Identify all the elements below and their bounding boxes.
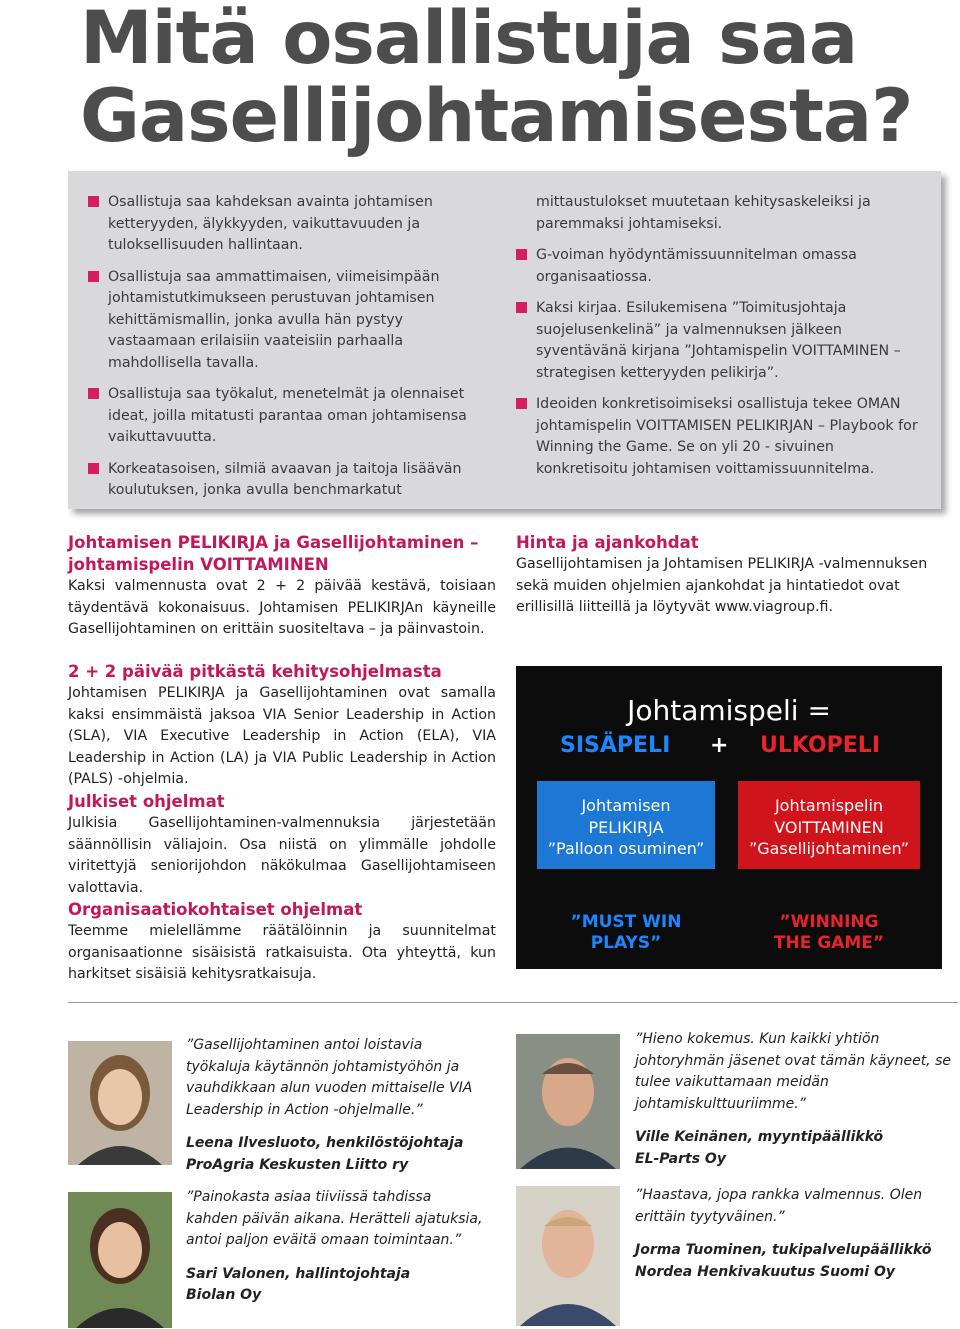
testimonial-4 — [635, 1185, 957, 1283]
playbook-box — [537, 781, 715, 869]
testimonial-quote: ”Haastava, jopa rankka valmennus. Olen erittäin tyytyväinen.” — [635, 1187, 923, 1225]
testimonial-2 — [186, 1187, 486, 1307]
list-item: Kaksi kirjaa. Esilukemisena ”Toimitusjohtaja suojelusenkelinä” ja valmennuksen jälkeen syventävänä kirjana ”Johtamispelin VOITTAMINEN – strategisen ketteryyden pelikirja”. — [516, 298, 926, 384]
section-price-dates — [516, 532, 942, 619]
section-heading: Julkiset ohjelmat — [68, 792, 225, 811]
testimonial-photo-1 — [68, 1041, 172, 1165]
page-title-line-1: Mitä osallistuja saa — [80, 0, 858, 81]
list-item: Ideoiden konkretisoimiseksi osallistuja tekee OMAN johtamispelin VOITTAMISEN PELIKIRJAN – Playbook for Winning the Game. Se on yli 20 - sivuinen konkretisoitu johtamisen voittamissuunnitelma. — [516, 394, 926, 480]
benefits-list-right — [516, 192, 926, 490]
section-heading: Johtamisen PELIKIRJA ja Gasellijohtaminen – johtamispelin VOITTAMINEN — [68, 533, 479, 574]
section-company-programs — [68, 899, 496, 986]
person-photo-icon — [68, 1192, 172, 1328]
testimonial-quote: ”Gasellijohtaminen antoi loistavia työkaluja käytännön johtamistyöhön ja vauhdikkaan alun vuoden mittaiselle VIA Leadership in Action -ohjelmalle.” — [186, 1037, 473, 1118]
square-bullet-icon — [516, 398, 527, 409]
testimonial-organization: EL-Parts Oy — [635, 1150, 726, 1167]
section-combination — [68, 532, 496, 641]
divider — [68, 1002, 958, 1003]
testimonial-photo-3 — [516, 1034, 620, 1169]
list-item: G-voiman hyödyntämissuunnitelman omassa organisaatiossa. — [516, 245, 926, 288]
person-photo-icon — [516, 1034, 620, 1169]
testimonial-organization: ProAgria Keskusten Liitto ry — [186, 1156, 409, 1173]
section-text: Julkisia Gasellijohtaminen-valmennuksia järjestetään säännöllisin väliajoin. Osa niistä on ylimmälle johdolle viritettyjä seniorijohdon näkökulmaa Gasellijohtamiseen valottavia. — [68, 815, 496, 896]
list-item: Korkeatasoisen, silmiä avaavan ja taitoja lisäävän koulutuksen, jonka avulla benchmarkatut — [88, 459, 483, 502]
benefits-list-left — [88, 192, 483, 512]
section-text: Gasellijohtamisen ja Johtamisen PELIKIRJA -valmennuksen sekä muiden ohjelmien ajankohdat ja hintatiedot ovat erillisillä liitteillä ja löytyvät www.viagroup.fi. — [516, 556, 928, 615]
person-photo-icon — [516, 1186, 620, 1326]
list-item: Osallistuja saa työkalut, menetelmät ja olennaiset ideat, joilla mitatusti parantaa oman johtamisensa vaikuttavuutta. — [88, 384, 483, 449]
person-photo-icon — [68, 1041, 172, 1165]
outer-game-label: ULKOPELI — [760, 733, 881, 758]
page-title-line-2: Gasellijohtamisesta? — [80, 74, 913, 159]
testimonial-author: Ville Keinänen, myyntipäällikkö — [635, 1129, 884, 1145]
testimonial-3 — [635, 1029, 957, 1170]
list-continuation: mittaustulokset muutetaan kehitysaskeleiksi ja paremmaksi johtamiseksi. — [536, 194, 871, 232]
section-heading: Hinta ja ajankohdat — [516, 533, 699, 552]
section-program-length — [68, 661, 496, 791]
square-bullet-icon — [516, 249, 527, 260]
game-heading: Johtamispeli = — [627, 694, 831, 727]
section-text: Johtamisen PELIKIRJA ja Gasellijohtaminen ovat samalla kaksi ensimmäistä jaksoa VIA Senior Leadership in Action (SLA), VIA Executive Leadership in Action (ELA), VIA Leadership in Action (LA) ja VIA Public Leadership in Action (PALS) -ohjelmia. — [68, 685, 496, 787]
testimonial-quote: ”Painokasta asiaa tiiviissä tahdissa kahden päivän aikana. Herätteli ajatuksia, antoi paljon eväitä omaan toimintaan.” — [186, 1189, 483, 1248]
section-heading: Organisaatiokohtaiset ohjelmat — [68, 900, 363, 919]
section-text: Kaksi valmennusta ovat 2 + 2 päivää kestävä, toisiaan täydentävä kokonaisuus. Johtamisen PELIKIRJAn käyneille Gasellijohtaminen on erittäin suositeltava – ja päinvastoin. — [68, 578, 496, 637]
square-bullet-icon — [516, 302, 527, 313]
testimonial-photo-4 — [516, 1186, 620, 1326]
winning-the-game-label: ”WINNING THE GAME” — [773, 912, 885, 953]
testimonial-organization: Nordea Henkivakuutus Suomi Oy — [635, 1263, 896, 1280]
inner-game-label: SISÄPELI — [560, 733, 671, 758]
winning-box — [738, 781, 920, 869]
testimonial-1 — [186, 1035, 486, 1176]
square-bullet-icon — [88, 196, 99, 207]
plus-sign: + — [710, 733, 729, 758]
winning-box-text: Johtamispelin VOITTAMINEN ”Gasellijohtaminen” — [748, 796, 910, 858]
playbook-box-text: Johtamisen PELIKIRJA ”Palloon osuminen” — [547, 796, 705, 858]
testimonial-author: Leena Ilvesluoto, henkilöstöjohtaja — [186, 1135, 464, 1151]
square-bullet-icon — [88, 388, 99, 399]
section-text: Teemme mielellämme räätälöinnin ja suunnitelmat organisaationne sisäisistä ratkaisuista. Ota yhteyttä, kun harkitset sisäisiä kehitysratkaisuja. — [68, 923, 496, 982]
section-heading: 2 + 2 päivää pitkästä kehitysohjelmasta — [68, 662, 442, 681]
leadership-game-diagram — [516, 666, 942, 969]
section-public-programs — [68, 791, 496, 899]
testimonial-organization: Biolan Oy — [186, 1287, 262, 1303]
square-bullet-icon — [88, 463, 99, 474]
testimonial-photo-2 — [68, 1192, 172, 1328]
testimonial-author: Jorma Tuominen, tukipalvelupäällikkö — [635, 1242, 932, 1258]
testimonial-quote: ”Hieno kokemus. Kun kaikki yhtiön johtoryhmän jäsenet ovat tämän käyneet, se tulee vaikuttamaan meidän johtamiskulttuuriimme.” — [635, 1031, 951, 1112]
testimonial-author: Sari Valonen, hallintojohtaja — [186, 1265, 411, 1282]
list-item: Osallistuja saa ammattimaisen, viimeisimpään johtamistutkimukseen perustuvan johtamisen kehittämismallin, jonka avulla hän pystyy vastaamaan erilaisiin vaateisiin parhaalla mahdollisella tavalla. — [88, 267, 483, 375]
page-title — [80, 0, 950, 159]
list-item: Osallistuja saa kahdeksan avainta johtamisen ketteryyden, älykkyyden, vaikuttavuuden ja tuloksellisuuden hallintaan. — [88, 192, 483, 257]
must-win-plays-label: ”MUST WIN PLAYS” — [570, 912, 682, 953]
square-bullet-icon — [88, 271, 99, 282]
